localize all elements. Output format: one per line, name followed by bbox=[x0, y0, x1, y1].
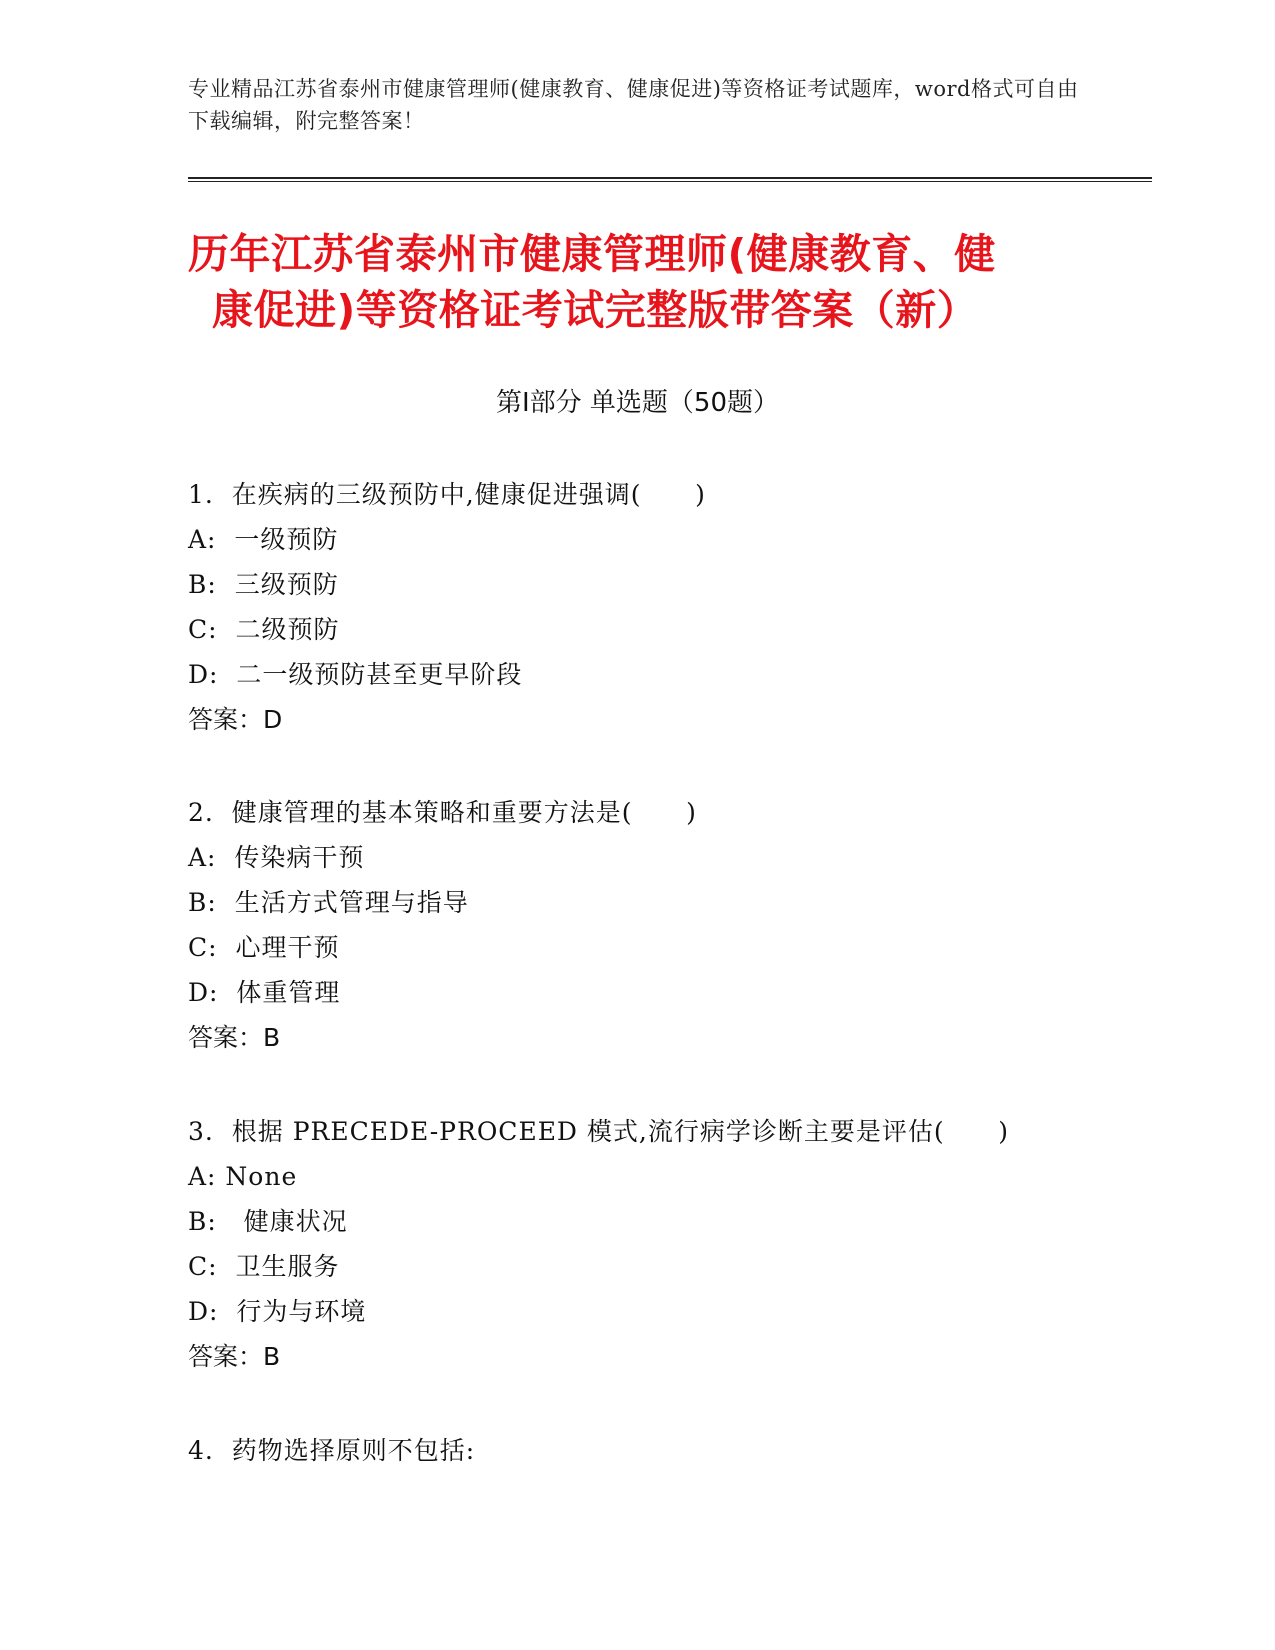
option-c: C: 二级预防 bbox=[188, 615, 340, 644]
section-title: 第Ⅰ部分 单选题（50题） bbox=[495, 388, 780, 418]
question-stem: 4. 药物选择原则不包括: bbox=[188, 1436, 476, 1465]
option-c: C: 心理干预 bbox=[188, 933, 340, 962]
option-a: A: 传染病干预 bbox=[188, 843, 365, 872]
document-title-line-1: 历年江苏省泰州市健康管理师(健康教育、健 bbox=[188, 230, 996, 278]
option-b: B: 生活方式管理与指导 bbox=[188, 888, 469, 917]
option-b: B: 三级预防 bbox=[188, 570, 339, 599]
option-b: B: 健康状况 bbox=[188, 1207, 348, 1236]
document-title bbox=[188, 226, 1088, 338]
question-2 bbox=[188, 790, 1088, 1060]
answer: 答案：B bbox=[188, 1023, 281, 1052]
header-divider-thin bbox=[188, 181, 1152, 182]
question-1 bbox=[188, 472, 1088, 742]
document-title-line-2: 康促进)等资格证考试完整版带答案（新） bbox=[212, 286, 979, 334]
header-divider-thick bbox=[188, 177, 1152, 179]
answer: 答案：D bbox=[188, 705, 283, 734]
option-a: A: 一级预防 bbox=[188, 525, 339, 554]
question-stem: 2. 健康管理的基本策略和重要方法是( ) bbox=[188, 798, 697, 827]
question-stem: 1. 在疾病的三级预防中,健康促进强调( ) bbox=[188, 480, 706, 509]
question-3 bbox=[188, 1109, 1088, 1379]
question-4 bbox=[188, 1428, 1088, 1473]
header-note: 专业精品江苏省泰州市健康管理师(健康教育、健康促进)等资格证考试题库，word格式可自由下载编辑，附完整答案！ bbox=[188, 77, 1079, 133]
answer: 答案：B bbox=[188, 1342, 281, 1371]
option-c: C: 卫生服务 bbox=[188, 1252, 340, 1281]
question-stem: 3. 根据 PRECEDE-PROCEED 模式,流行病学诊断主要是评估( ) bbox=[188, 1117, 1010, 1146]
option-d: D: 二一级预防甚至更早阶段 bbox=[188, 660, 523, 689]
option-a: A: None bbox=[188, 1162, 298, 1191]
option-d: D: 行为与环境 bbox=[188, 1297, 367, 1326]
option-d: D: 体重管理 bbox=[188, 978, 341, 1007]
